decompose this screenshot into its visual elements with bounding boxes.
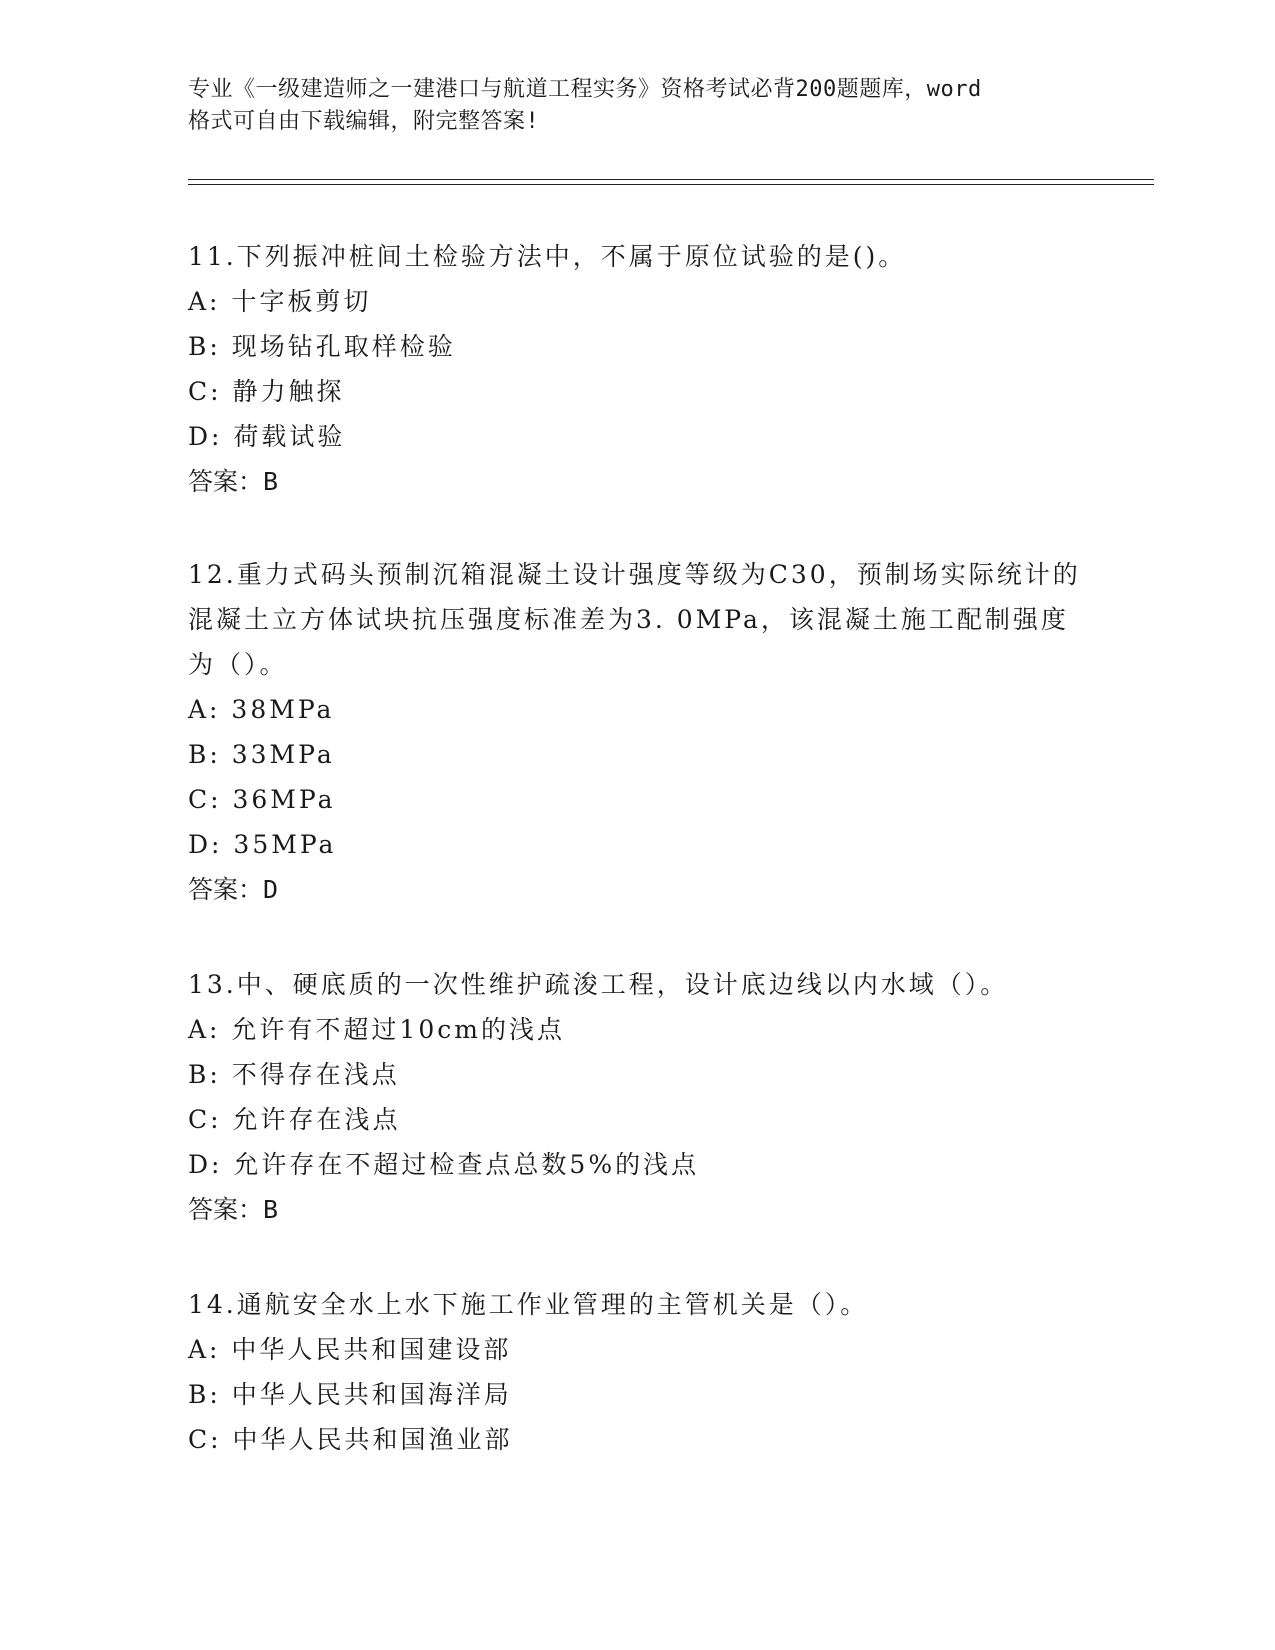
option-b: B: 中华人民共和国海洋局 (188, 1380, 512, 1409)
question-13 (188, 962, 1088, 1232)
question-12 (188, 552, 1088, 912)
option-a: A: 38MPa (188, 695, 335, 724)
option-a: A: 十字板剪切 (188, 287, 372, 316)
option-c: C: 静力触探 (188, 377, 345, 406)
option-b: B: 现场钻孔取样检验 (188, 332, 456, 361)
option-d: D: 允许存在不超过检查点总数5%的浅点 (188, 1150, 700, 1179)
option-b: B: 不得存在浅点 (188, 1060, 400, 1089)
header-divider-top (188, 179, 1154, 180)
option-c: C: 36MPa (188, 785, 336, 814)
option-a: A: 中华人民共和国建设部 (188, 1335, 512, 1364)
header-line-1: 专业《一级建造师之一建港口与航道工程实务》资格考试必背200题题库，word (188, 77, 982, 102)
option-c: C: 中华人民共和国渔业部 (188, 1425, 513, 1454)
document-header (188, 74, 1088, 138)
question-14 (188, 1282, 1088, 1462)
option-b: B: 33MPa (188, 740, 335, 769)
header-divider-bottom (188, 184, 1154, 185)
option-c: C: 允许存在浅点 (188, 1105, 401, 1134)
header-line-2: 格式可自由下载编辑，附完整答案! (188, 109, 540, 134)
question-stem: 13.中、硬底质的一次性维护疏浚工程，设计底边线以内水域（）。 (188, 970, 1009, 999)
answer: 答案：D (188, 875, 279, 904)
question-stem: 14.通航安全水上水下施工作业管理的主管机关是（）。 (188, 1290, 869, 1319)
question-stem: 12.重力式码头预制沉箱混凝土设计强度等级为C30，预制场实际统计的混凝土立方体试块抗压强度标准差为3. 0MPa，该混凝土施工配制强度为（）。 (188, 560, 1081, 679)
question-stem: 11.下列振冲桩间土检验方法中，不属于原位试验的是()。 (188, 242, 907, 271)
answer: 答案：B (188, 1195, 279, 1224)
option-d: D: 荷载试验 (188, 422, 346, 451)
option-d: D: 35MPa (188, 830, 337, 859)
option-a: A: 允许有不超过10cm的浅点 (188, 1015, 565, 1044)
question-11 (188, 234, 1088, 504)
answer: 答案：B (188, 467, 279, 496)
